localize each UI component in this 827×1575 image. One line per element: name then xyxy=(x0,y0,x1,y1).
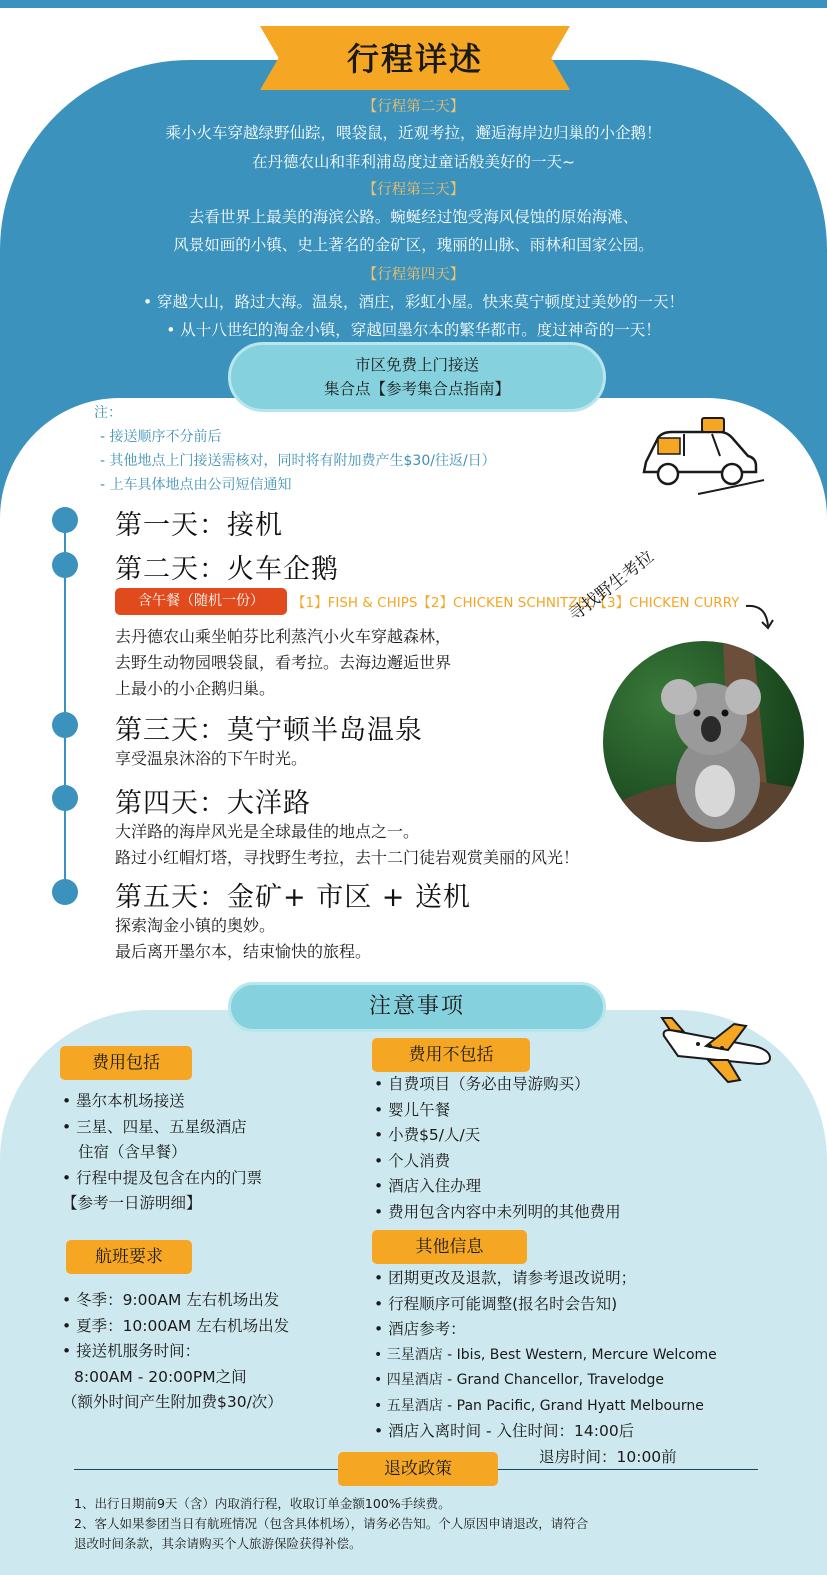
day-5-title: 第五天：金矿+ 市区 + 送机 xyxy=(115,882,471,913)
list-item: （额外时间产生附加费$30/次） xyxy=(62,1393,283,1411)
list-item: • 行程中提及包含在内的门票 xyxy=(62,1168,263,1187)
list-item: • 五星酒店 - Pan Pacific, Grand Hyatt Melbourne xyxy=(374,1397,704,1414)
list-item: • 酒店入住办理 xyxy=(374,1177,482,1195)
pickup-pill xyxy=(228,342,606,412)
list-item: 8:00AM - 20:00PM之间 xyxy=(74,1367,247,1386)
timeline-dot xyxy=(52,785,78,811)
page-title: 行程详述 xyxy=(346,40,483,78)
list-item: • 个人消费 xyxy=(374,1151,451,1170)
day-4-title: 第四天：大洋路 xyxy=(115,788,311,819)
list-item: • 夏季：10:00AM 左右机场出发 xyxy=(62,1316,290,1335)
day-4-line-2: • 从十八世纪的淘金小镇，穿越回墨尔本的繁华都市。度过神奇的一天！ xyxy=(166,321,661,339)
policy-title: 退改政策 xyxy=(338,1452,498,1486)
other-list xyxy=(374,1266,804,1470)
day-2-line-1: 乘小火车穿越绿野仙踪，喂袋鼠，近观考拉，邂逅海岸边归巢的小企鹅！ xyxy=(165,124,662,142)
policy-list xyxy=(74,1494,774,1554)
list-item: 2、客人如果参团当日有航班情况（包含具体机场），请务必告知。个人原因申请退改，请符合 xyxy=(74,1516,589,1531)
list-item: • 婴儿午餐 xyxy=(374,1100,451,1119)
list-item: 退房时间：10:00前 xyxy=(539,1447,677,1466)
day-4-line-1: • 穿越大山，路过大海。温泉，酒庄，彩虹小屋。快来莫宁顿度过美妙的一天！ xyxy=(142,293,685,311)
desc-line: 路过小红帽灯塔，寻找野生考拉，去十二门徒岩观赏美丽的风光！ xyxy=(115,848,580,867)
lunch-options: 【1】FISH & CHIPS【2】CHICKEN SCHNITZEL【3】CHICKEN CURRY xyxy=(292,595,740,611)
included-list xyxy=(62,1089,352,1217)
list-item: • 自费项目（务必由导游购买） xyxy=(374,1075,590,1093)
day-header-2: 【行程第二天】 xyxy=(362,99,465,115)
day-5-desc xyxy=(115,913,371,965)
day-3-line-1: 去看世界上最美的海滨公路。蜿蜒经过饱受海风侵蚀的原始海滩、 xyxy=(188,208,639,226)
day-3-title: 第三天：莫宁顿半岛温泉 xyxy=(115,715,423,746)
list-item: 住宿（含早餐） xyxy=(78,1143,187,1161)
divider xyxy=(74,1469,338,1470)
other-title: 其他信息 xyxy=(372,1230,527,1264)
curved-arrow-icon xyxy=(742,600,778,634)
timeline-dot xyxy=(52,712,78,738)
list-item: 退改时间条款，其余请购买个人旅游保险获得补偿。 xyxy=(74,1536,362,1551)
list-item: • 团期更改及退款，请参考退改说明； xyxy=(374,1269,637,1287)
desc-line: 去丹德农山乘坐帕芬比利蒸汽小火车穿越森林， xyxy=(115,627,452,646)
list-item: • 三星、四星、五星级酒店 xyxy=(62,1117,247,1136)
day-header-4: 【行程第四天】 xyxy=(362,267,465,283)
pickup-meeting-point: 集合点【参考集合点指南】 xyxy=(323,380,510,398)
koala-caption: 寻找野生考拉 xyxy=(565,547,658,626)
list-item: 1、出行日期前9天（含）内取消行程，收取订单金额100%手续费。 xyxy=(74,1496,451,1511)
note-item: - 其他地点上门接送需核对，同时将有附加费产生$30/往返/日） xyxy=(100,453,496,469)
note-item: - 接送顺序不分前后 xyxy=(100,429,222,445)
list-item: 【参考一日游明细】 xyxy=(62,1194,202,1212)
lunch-badge: 含午餐（随机一份） xyxy=(115,588,287,615)
koala-photo xyxy=(600,638,807,845)
day-3-desc: 享受温泉沐浴的下午时光。 xyxy=(115,749,308,768)
list-item: • 酒店入离时间 - 入住时间：14:00后 xyxy=(374,1422,635,1440)
note-item: - 上车具体地点由公司短信通知 xyxy=(100,477,292,493)
flight-title: 航班要求 xyxy=(66,1240,192,1274)
list-item: • 四星酒店 - Grand Chancellor, Travelodge xyxy=(374,1372,665,1388)
day-header-3: 【行程第三天】 xyxy=(362,182,465,198)
divider xyxy=(498,1469,758,1470)
excluded-list xyxy=(374,1072,734,1225)
list-item: • 冬季：9:00AM 左右机场出发 xyxy=(62,1291,280,1309)
list-item: • 小费$5/人/天 xyxy=(374,1126,481,1144)
day-2-title: 第二天：火车企鹅 xyxy=(115,554,339,585)
list-item: • 墨尔本机场接送 xyxy=(62,1092,185,1110)
list-item: • 酒店参考： xyxy=(374,1320,466,1338)
desc-line: 探索淘金小镇的奥妙。 xyxy=(115,916,276,935)
list-item: • 三星酒店 - Ibis, Best Western, Mercure Welcome xyxy=(374,1346,717,1363)
koala-illustration xyxy=(603,641,807,845)
car-icon xyxy=(628,410,768,500)
flight-list xyxy=(62,1288,362,1416)
top-rule xyxy=(0,0,827,8)
day-3-line-2: 风景如画的小镇、史上著名的金矿区，瑰丽的山脉、雨林和国家公园。 xyxy=(173,236,654,254)
list-item: • 费用包含内容中未列明的其他费用 xyxy=(374,1202,621,1221)
excluded-title: 费用不包括 xyxy=(372,1038,530,1072)
day-2-line-2: 在丹德农山和菲利浦岛度过童话般美好的一天~ xyxy=(252,153,575,171)
desc-line: 上最小的小企鹅归巢。 xyxy=(115,679,276,698)
included-title: 费用包括 xyxy=(60,1046,192,1080)
timeline-dot xyxy=(52,507,78,533)
desc-line: 去野生动物园喂袋鼠，看考拉。去海边邂逅世界 xyxy=(115,653,452,672)
list-item: • 行程顺序可能调整(报名时会告知) xyxy=(374,1294,618,1313)
day-2-desc xyxy=(115,624,585,702)
day-1-title: 第一天：接机 xyxy=(115,510,283,541)
timeline-dot xyxy=(52,552,78,578)
notes-label: 注： xyxy=(94,405,122,421)
list-item: • 接送机服务时间： xyxy=(62,1342,201,1360)
desc-line: 大洋路的海岸风光是全球最佳的地点之一。 xyxy=(115,822,420,841)
pickup-title: 市区免费上门接送 xyxy=(354,356,479,374)
notices-title: 注意事项 xyxy=(228,982,606,1032)
timeline-dot xyxy=(52,879,78,905)
desc-line: 最后离开墨尔本，结束愉快的旅程。 xyxy=(115,942,372,961)
